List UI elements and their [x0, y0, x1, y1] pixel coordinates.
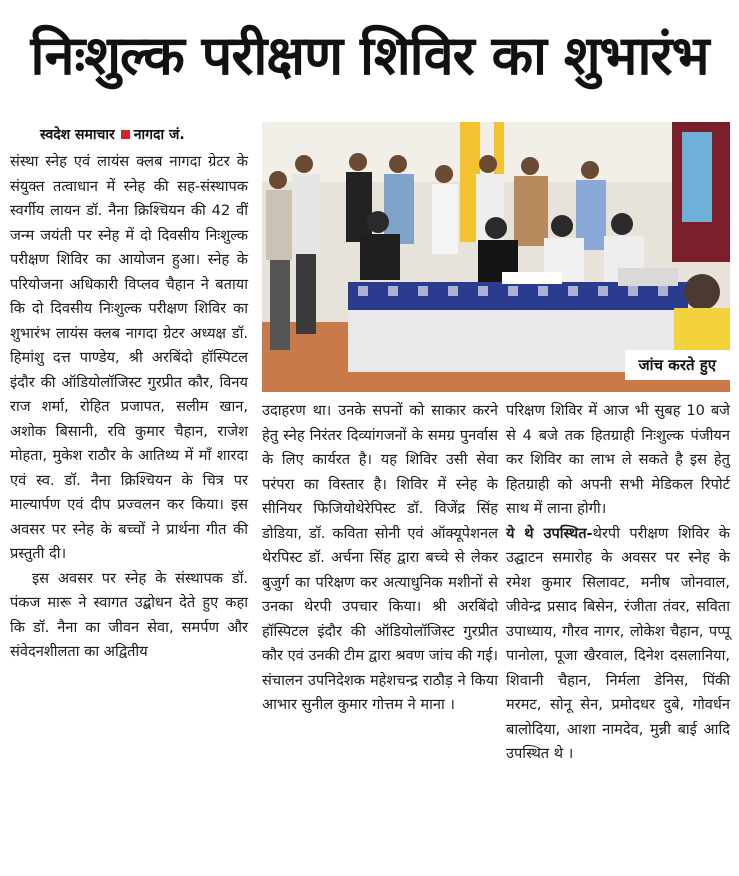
article-paragraph: उदाहरण था। उनके सपनों को साकार करने हेतु स्नेह निरंतर दिव्यांगजनों के समग्र पुनर्वास के लिए कार्यरत है। यह शिविर उसी सेवा परंपरा का विस्तार है। शिविर में स्नेह के सीनियर फिजियोथेरेपिस्ट डॉ. विजेंद्र सिंह डोडिया, डॉ. कविता सोनी एवं ऑक्यूपेशनल थेरपिस्ट डॉ. अर्चना सिंह द्वारा बच्चे से लेकर बुजुर्ग का परिक्षण कर अत्याधुनिक मशीनों से उनका थेरपी उपचार किया। श्री अरबिंदो हॉस्पिटल इंदौर की ऑडियोलॉजिस्ट गुरप्रीत कौर एवं उनकी टीम द्वारा श्रवण जांच की गई। संचालन उपनिदेशक महेशचन्द्र राठौड़ ने किया आभार सुनील कुमार गोत्तम ने माना । — [262, 402, 498, 713]
article-paragraph — [506, 522, 730, 767]
dateline-place: नागदा जं. — [133, 127, 185, 143]
photo-caption: जांच करते हुए — [625, 350, 730, 380]
article-paragraph: परिक्षण शिविर में आज भी सुबह 10 बजे से 4 बजे तक हितग्राही निःशुल्क पंजीयन कर शिविर का लाभ ले सकते है इस हेतु हितग्राही को अपनी सभी मेडिकल रिपोर्ट साथ में लाना होगी। — [506, 402, 730, 517]
dateline — [40, 123, 240, 147]
article-column-2 — [262, 399, 498, 718]
dateline-source: स्वदेश समाचार — [40, 127, 115, 143]
dateline-separator — [121, 130, 130, 139]
article-paragraph: इस अवसर पर स्नेह के संस्थापक डॉ. पंकज मारू ने स्वागत उद्बोधन देते हुए कहा कि डॉ. नैना का जीवन सेवा, समर्पण और संवेदनशीलता का अद्वितीय — [10, 569, 248, 660]
article-column-3 — [506, 399, 730, 767]
attendees-lead-in: ये थे उपस्थित- — [506, 524, 593, 542]
news-photo — [262, 122, 730, 392]
headline: निःशुल्क परीक्षण शिविर का शुभारंभ — [30, 24, 709, 87]
attendees-text: थेरपी परीक्षण शिविर के उद्घाटन समारोह के अवसर पर स्नेह के रमेश कुमार सिलावट, मनीष जोनवाल, जीवेन्द्र प्रसाद बिसेन, रंजीता तंवर, सविता उपाध्याय, गौरव नागर, लोकेश चैहान, पप्पू पानोला, पूजा खैरवाल, दिनेश दसलानिया, शिवानी चैहान, निर्मला डेनिस, पिंकी मरमट, सोनू सेन, प्रमोदधर दुबे, गोवर्धन बालोदिया, आशा नामदेव, मुन्नी बाई आदि उपस्थित थे । — [506, 524, 731, 762]
article-paragraph: संस्था स्नेह एवं लायंस क्लब नागदा ग्रेटर के संयुक्त तत्वाधान में स्नेह की सह-संस्थापक स्वर्गीय लायन डॉ. नैना क्रिश्चियन की 42 वीं जन्म जयंती पर स्नेह में दो दिवसीय निःशुल्क परीक्षण शिविर का आयोजन हुआ। स्नेह के परियोजना अधिकारी विप्लव चैहान ने बताया कि दो दिवसीय निःशुल्क परीक्षण शिविर का शुभारंभ लायंस क्लब नागदा ग्रेटर अध्यक्ष डॉ. हिमांशु दत्त पाण्डेय, श्री अरबिंदो हॉस्पिटल इंदौर की ऑडियोलॉजिस्ट गुरप्रीत कौर, विनय राज शर्मा, रोहित प्रजापत, सलीम खान, अशोक बिसानी, रवि कुमार चैहान, राजेश मोहता, मुकेश राठौर के आतिथ्य में माँ शारदा एवं स्व. डॉ. नैना क्रिश्चियन के चित्र पर माल्यार्पण एवं दीप प्रज्वलन कर किया। इस अवसर पर स्नेह के बच्चों ने प्रार्थना गीत की प्रस्तुती दी। — [10, 153, 248, 562]
article-column-1 — [10, 150, 248, 665]
